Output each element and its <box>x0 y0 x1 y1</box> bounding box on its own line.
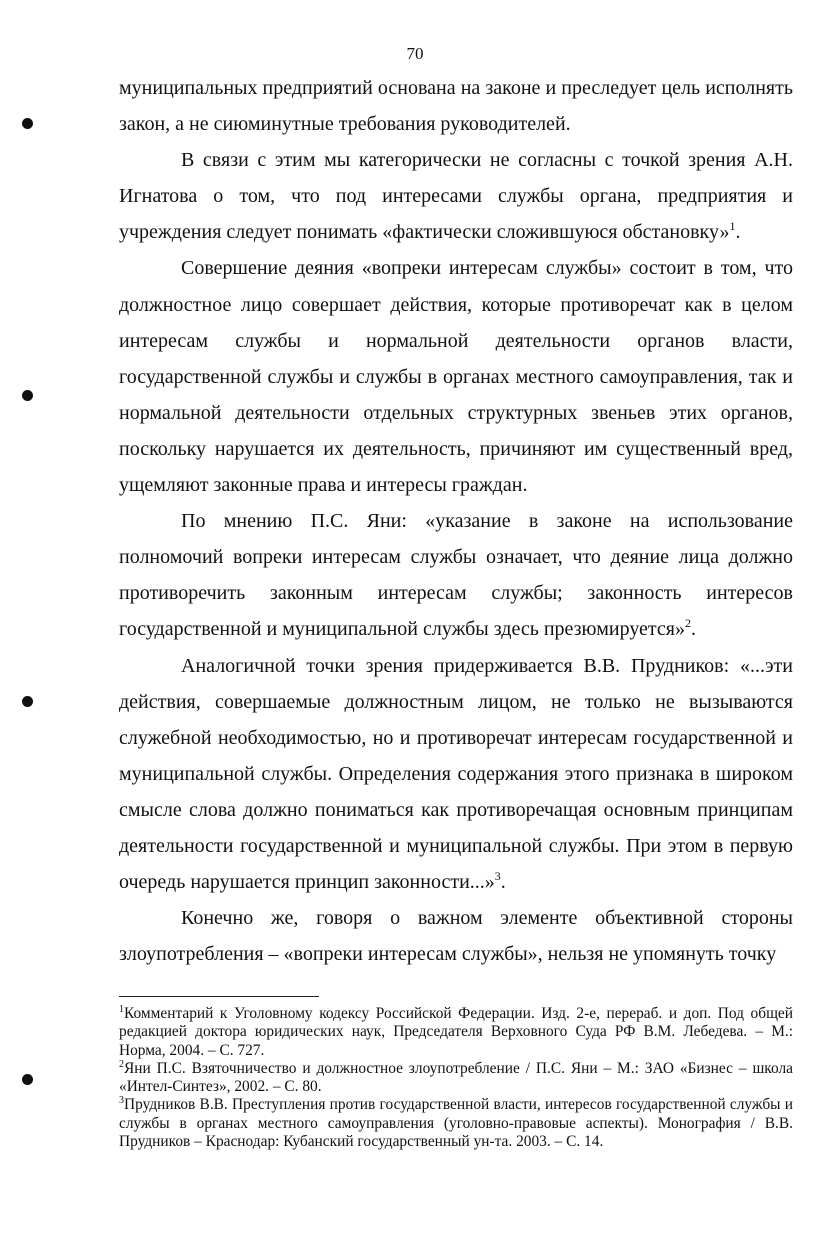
footnote-ref[interactable]: 1 <box>729 219 736 234</box>
paragraph: Совершение деяния «вопреки интересам службы» состоит в том, что должностное лицо совершает действия, которые противоречат как в целом интересам службы и нормальной деятельности органов власти, государственной службы и службы в органах местного самоуправления, так и нормальной деятельности отдельных структурных звеньев этих органов, поскольку нарушается их деятельность, причиняют им существенный вред, ущемляют законные права и интересы граждан. <box>119 257 793 497</box>
footnotes <box>119 1005 793 1151</box>
footnote-ref[interactable]: 2 <box>685 616 691 631</box>
paragraph: По мнению П.С. Яни: «указание в законе на использование полномочий вопреки интересам службы означает, что деяние лица должно противоречить законным интересам службы; законность интересов государственной и муниципальной службы здесь презюмируется»$^2$. <box>119 510 793 641</box>
binder-hole-mark <box>22 696 33 707</box>
footnote-ref[interactable]: 3 <box>494 869 501 884</box>
footnote: $^1$Комментарий к Уголовному кодексу Российской Федерации. Изд. 2-е, перераб. и доп. Под общей редакцией доктора юридических наук, Председателя Верховного Суда РФ В.М. Лебедева. – М.: Норма, 2004. – С. 727. <box>119 1004 793 1059</box>
page-number: 70 <box>406 44 424 63</box>
footnote: $^2$Яни П.С. Взяточничество и должностное злоупотребление / П.С. Яни – М.: ЗАО «Бизнес – школа «Интел-Синтез», 2002. – С. 80. <box>119 1058 793 1096</box>
footnote: $^3$Прудников В.В. Преступления против государственной власти, интересов государственной службы и службы в органах местного самоуправления (уголовно-правовые аспекты). Монография / В.В. Прудников – Краснодар: Кубанский государственный ун-та. 2003. – С. 14. <box>119 1095 793 1151</box>
body-text <box>119 70 793 972</box>
paragraph: В связи с этим мы категорически не согласны с точкой зрения А.Н. Игнатова о том, что под интересами службы органа, предприятия и учреждения следует понимать «фактически сложившуюся обстановку»$^1$. <box>119 149 793 244</box>
binder-hole-mark <box>22 1074 33 1085</box>
binder-hole-mark <box>22 118 33 129</box>
paragraph: Конечно же, говоря о важном элементе объективной стороны злоупотребления – «вопреки интересам службы», нельзя не упомянуть точку <box>119 907 793 966</box>
paragraph: Аналогичной точки зрения придерживается В.В. Прудников: «...эти действия, совершаемые должностным лицом, не только не вызываются служебной необходимостью, но и противоречат интересам государственной и муниципальной службы. Определения содержания этого признака в широком смысле слова должно пониматься как противоречащая основным принципам деятельности государственной и муниципальной службы. При этом в первую очередь нарушается принцип законности...»$^3$. <box>119 654 793 894</box>
footnote-divider <box>119 996 319 997</box>
paragraph: муниципальных предприятий основана на законе и преследует цель исполнять закон, а не сиюминутные требования руководителей. <box>119 77 793 136</box>
binder-hole-mark <box>22 390 33 401</box>
